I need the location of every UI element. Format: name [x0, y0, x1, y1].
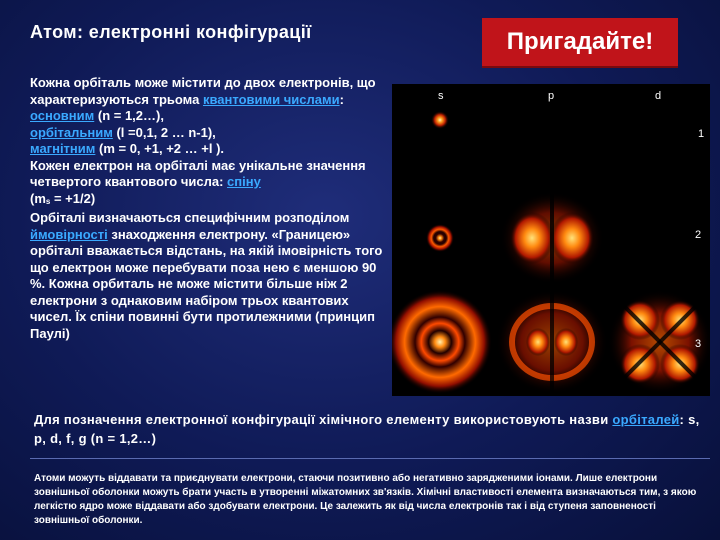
bottom1-rest: : s, p, d, f, g (n = 1,2…): [34, 412, 700, 446]
orbital-3p: [496, 290, 608, 394]
spin-link[interactable]: спіну: [227, 174, 261, 189]
p2-text: Кожен електрон на орбіталі має унікальне значення четвертого квантового числа:: [30, 157, 366, 189]
col-label-p: p: [548, 90, 555, 102]
p1-text: Кожна орбіталь може містити до двох електронів, що характеризуються трьома: [30, 75, 376, 107]
magnetic-link[interactable]: магнітним: [30, 141, 96, 156]
orbital-1s: [431, 111, 449, 129]
principal-link[interactable]: основним: [30, 108, 95, 123]
orbital-3s: [392, 290, 492, 394]
orbital-figure: [392, 84, 710, 396]
orbital-2s: [426, 224, 454, 252]
col-label-s: s: [438, 90, 444, 102]
bottom1-text: Для позначення електронної конфігурації хімічного елементу використовують назви: [34, 412, 613, 427]
probability-link[interactable]: ймовірності: [30, 226, 108, 242]
orbital-svg: [392, 84, 710, 396]
slide-title: Атом: електронні конфігурації: [30, 22, 312, 42]
spin-value: = +1/2): [50, 190, 96, 206]
orbital-2p: [500, 192, 604, 284]
row-label-2: 2: [695, 229, 702, 241]
orbital-link[interactable]: орбітальним: [30, 124, 113, 140]
p1-end: :: [339, 91, 344, 107]
ions-paragraph: Атоми можуть віддавати та приєднувати електрони, стаючи позитивно або негативно зарядженими іонами. Лише електрони зовнішньої оболонки можуть брати участь в утворенні міжатомних зв'язків. Хімічні властивості елемента визначаються тим, з якою легкістю ядро може віддавати або здобувати електрони. Це залежить як від числа електронів так і від ступеня заповненості зовнішньої оболонки.: [34, 473, 697, 526]
row-label-3: 3: [695, 338, 702, 350]
row-label-1: 1: [698, 128, 705, 140]
recall-banner: Пригадайте!: [482, 18, 678, 68]
orbital-text: (l =0,1, 2 … n-1),: [112, 124, 216, 140]
principal-text: (n = 1,2…),: [94, 108, 164, 123]
divider: [30, 458, 710, 459]
p3-rest: знаходження електрону. «Границею» орбіталі вважається відстань, на якій імовірність того що електрон може перебувати поза нею є меншою 90 %. Кожна орбиталь не може містити більше ніж 2 електрони з однаковим набіром трьох квантових чисел. Їх спіни повинні бути протилежними (принцип Паулі): [30, 226, 383, 341]
p3-text: Орбіталі визначаються специфічним розподілом: [30, 210, 350, 225]
orbital-names-text: [34, 410, 714, 448]
col-label-d: d: [655, 90, 662, 102]
spin-m: (m: [30, 190, 46, 206]
orbitals-link[interactable]: орбіталей: [612, 412, 680, 427]
magnetic-text: (m = 0, +1, +2 … +l ).: [95, 141, 225, 156]
quantum-numbers-link[interactable]: квантовими числами: [202, 91, 340, 107]
spin-subscript: s: [45, 196, 51, 206]
main-text-block: [30, 75, 385, 342]
